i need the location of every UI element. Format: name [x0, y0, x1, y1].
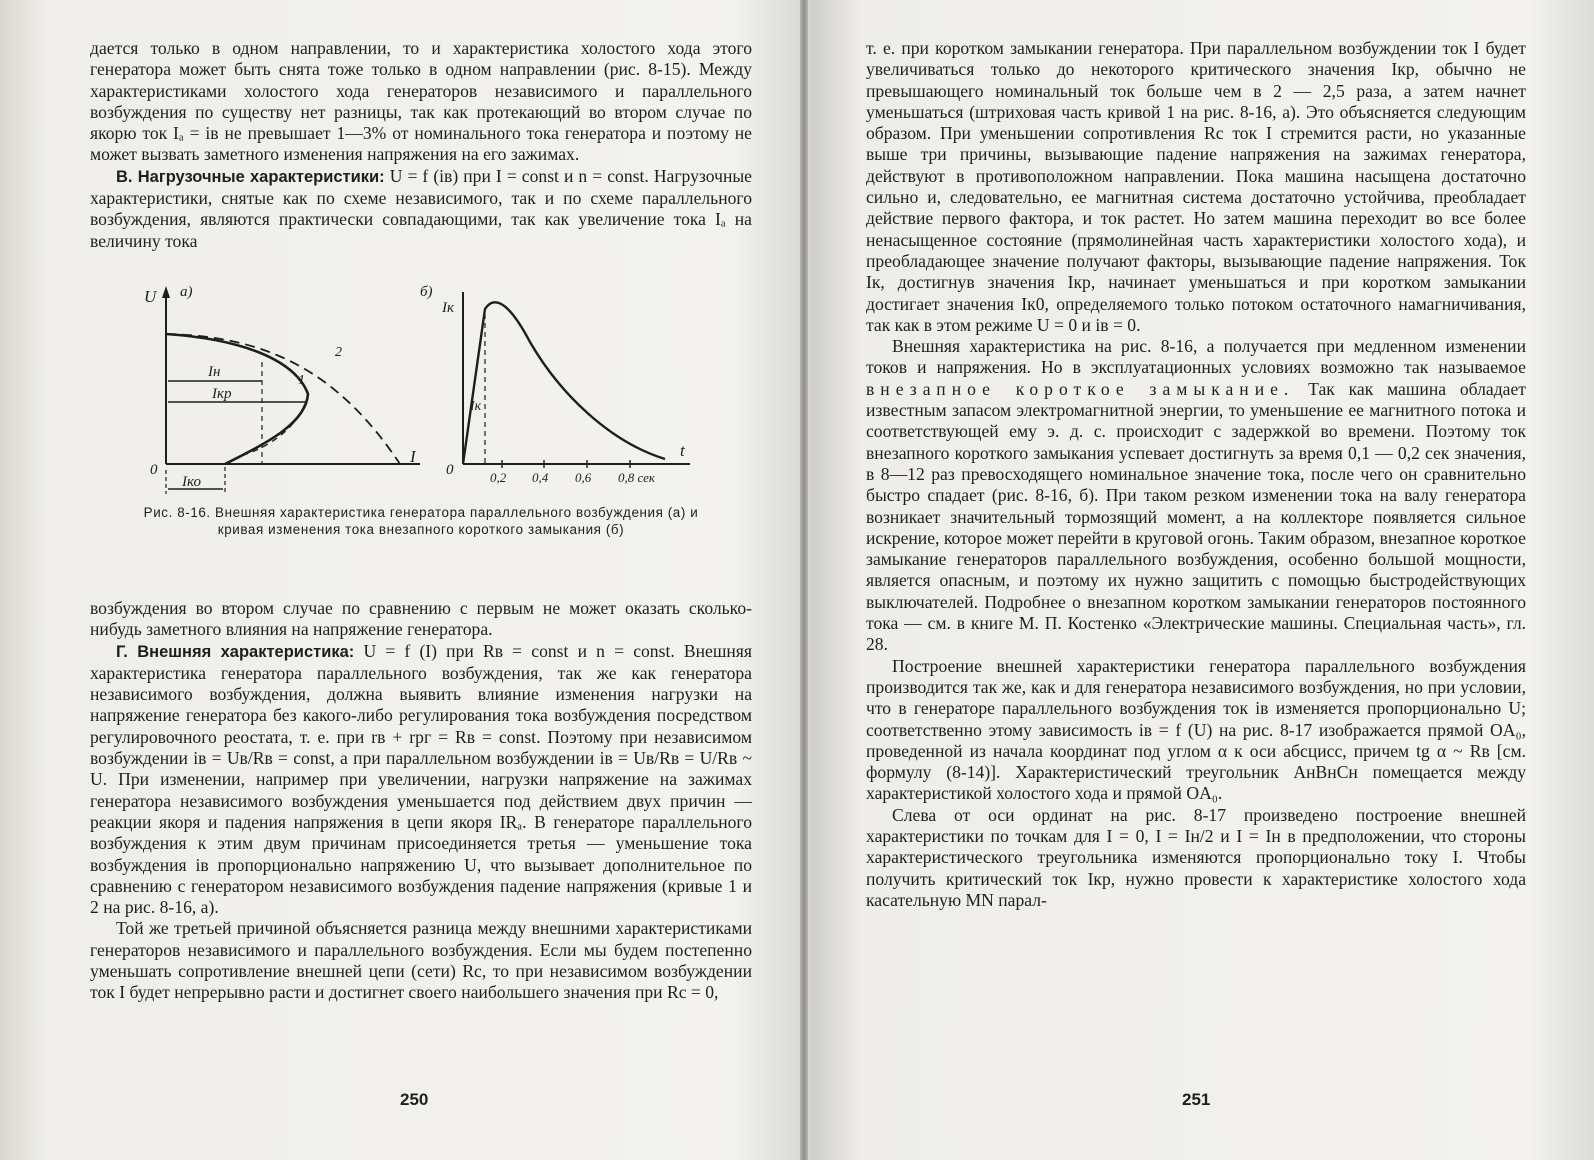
tick-b-3: 0,8 сек — [618, 469, 655, 485]
curve-1 — [166, 334, 308, 464]
label-ikr: Iкр — [212, 385, 232, 402]
ik-vertical-label: Iк — [470, 398, 482, 414]
panel-a-label: а) — [180, 283, 193, 300]
curve-1-tail — [225, 456, 240, 464]
tick-b-1: 0,4 — [532, 469, 549, 485]
figure-8-16-svg — [90, 264, 752, 494]
figure-caption: Рис. 8-16. Внешняя характеристика генератора параллельного возбуждения (а) и кривая изменения тока внезапного короткого замыкания (б) — [143, 504, 699, 538]
left-para-5: Той же третьей причиной объясняется разница между внешними характеристиками генераторов независимого и параллельного возбуждения. Если мы будем постепенно уменьшать сопротивление внешней цепи (сети) Rс, то при независимом возбуждении ток I будет непрерывно расти и достигнет своего наибольшего значения при Rс = 0, — [90, 918, 752, 1003]
page-number-right: 251 — [1182, 1090, 1211, 1109]
external-characteristic-text: U = f (I) при Rв = const и n = const. Внешняя характеристика генератора параллельного возбуждения, так же как генератора независимого возбуждения, должна выявить влияние изменения нагрузки на напряжение генератора без какого-либо регулирования тока возбуждения посредством регулировочного реостата, т. е. при rв + rрг = Rв = const. Поэтому при независимом возбуждении iв = Uв/Rв = const, а при параллельном возбуждении iв = Uв/Rв = U/Rв ~ U. При изменении, например при увеличении, нагрузки напряжение на зажимах генератора независимого возбуждения уменьшается под действием двух причин — реакции якоря и падения напряжения в цепи якоря IRₐ. В генераторе параллельного возбуждения к этим двум причинам присоединяется третья — уменьшение тока возбуждения iв пропорционально напряжению U, что вызывает дополнительное по сравнению с генератором независимого возбуждения падение напряжения (кривые 1 и 2 на рис. 8-16, а). — [90, 640, 752, 918]
page-number-left: 250 — [400, 1090, 429, 1109]
external-characteristic-heading: Г. Внешняя характеристика: — [116, 642, 355, 661]
label-iko: Iко — [182, 473, 201, 490]
right-para-2a: Внешняя характеристика на рис. 8-16, а получается при медленном изменении токов и напряжения. Но в эксплуатационных условиях возможно так называемое — [866, 336, 1526, 378]
left-para-3: возбуждения во втором случае по сравнению с первым не может оказать сколько-нибудь заметного влияния на напряжение генератора. — [90, 597, 752, 640]
axis-t-label: t — [680, 440, 685, 460]
axis-u-arrow — [162, 286, 170, 298]
right-para-2b: Так как машина обладает известным запасом электромагнитной энергии, то уменьшение ее магнитного потока и соответствующей ему э. д. с. происходит с задержкой во времени. Поэтому ток внезапного короткого замыкания успевает достигнуть за время 0,1 — 0,2 сек значения, в 8—12 раз превосходящего номинальное значение тока, после чего он сравнительно быстро спадает (рис. 8-16, б). При таком резком изменении тока на валу генератора возникает значительный тормозящий момент, а на коллекторе появляется сильное искрение, которое может перейти в круговой огонь. Таким образом, внезапное короткое замыкание генераторов параллельного возбуждения, особенно большой мощности, является опасным, и поэтому их нужно защитить с помощью быстродействующих выключателей. Подробнее о внезапном коротком замыкании генераторов постоянного тока — см. в книге М. П. Костенко «Электрические машины. Специальная часть», гл. 28. — [866, 378, 1526, 655]
left-para-1: дается только в одном направлении, то и характеристика холостого хода этого генератора может быть снята тоже только в одном направлении (рис. 8-15). Между характеристиками холостого хода генераторов независимого и параллельного возбуждения по существу нет разницы, так как протекающий во втором случае по якорю ток Iₐ = iв не превышает 1—3% от номинального тока генератора и поэтому не может вызвать заметного изменения напряжения на его зажимах. — [90, 38, 752, 165]
right-para-1: т. е. при коротком замыкании генератора. При параллельном возбуждении ток I будет увеличиваться только до некоторого критического значения Iкр, обычно не превышающего номинальный ток больше чем в 2 — 2,5 раза, а затем начнет уменьшаться (штриховая часть кривой 1 на рис. 8-16, а). Это объясняется следующим образом. При уменьшении сопротивления Rс ток I стремится расти, но указанные выше три причины, вызывающие падение напряжения на зажимах генератора, действуют в противоположном направлении. Пока машина насыщена достаточно сильно и, следовательно, ее магнитная система достаточно устойчива, преобладает действие первого фактора, и ток растет. Но затем машина переходит во все более ненасыщенное состояние (прямолинейная часть характеристики холостого хода), и преобладающее значение получают факторы, вызывающие падение напряжения. Ток Iк, достигнув значения Iкр, начинает уменьшаться и при коротком замыкании достигает значения Iк0, определяемого только потоком остаточного намагничивания, так как в этом режиме U = 0 и iв = 0. — [866, 38, 1526, 335]
panel-b-label: б) — [420, 283, 433, 300]
label-in: Iн — [208, 363, 221, 380]
right-para-2 — [866, 336, 1526, 655]
load-characteristics-heading: В. Нагрузочные характеристики: — [116, 167, 385, 186]
load-characteristics-text: U = f (iв) при I = const и n = const. Нагрузочные характеристики, снятые как по схеме независимого, так и по схеме параллельного возбуждения, являются практически совпадающими, так как увеличение тока Iₐ на величину тока — [90, 165, 752, 251]
right-para-4: Слева от оси ординат на рис. 8-17 произведено построение внешней характеристики по точкам для I = 0, I = Iн/2 и I = Iн в предположении, что стороны характеристического треугольника изменяются пропорционально току I. Чтобы получить критический ток Iкр, нужно провести к характеристике холостого хода касательную MN парал- — [866, 804, 1526, 910]
origin-b: 0 — [446, 461, 454, 478]
figure-8-16 — [90, 264, 752, 594]
left-para-2 — [90, 166, 752, 252]
tick-b-0: 0,2 — [490, 469, 507, 485]
sudden-short-circuit-term: внезапное короткое замыкание. — [866, 378, 1295, 399]
curve-2-label: 2 — [335, 344, 342, 360]
book-gutter — [800, 0, 808, 1160]
origin-a: 0 — [150, 461, 158, 478]
right-page — [866, 38, 1526, 911]
left-para-4 — [90, 641, 752, 919]
tick-b-2: 0,6 — [575, 469, 592, 485]
axis-u-label: U — [144, 286, 157, 306]
right-para-3: Построение внешней характеристики генератора параллельного возбуждения производится так же, как и для генератора независимого возбуждения, но при условии, что в генераторе параллельного возбуждения ток iв изменяется пропорционально U; соответственно этому зависимость iв = f (U) на рис. 8-17 изображается прямой OA₀, проведенной из начала координат под углом α к оси абсцисс, причем tg α ~ Rв [см. формулу (8-14)]. Характеристический треугольник AнBнCн помещается между характеристикой холостого хода и прямой OA₀. — [866, 655, 1526, 804]
left-page — [90, 38, 752, 1004]
curve-1-label: 1 — [298, 372, 305, 388]
axis-ik-label: Iк — [442, 299, 455, 316]
curve-1-dashed — [240, 394, 308, 456]
axis-i-label: I — [410, 446, 416, 466]
ik-curve — [463, 302, 665, 464]
curve-2 — [166, 334, 400, 464]
